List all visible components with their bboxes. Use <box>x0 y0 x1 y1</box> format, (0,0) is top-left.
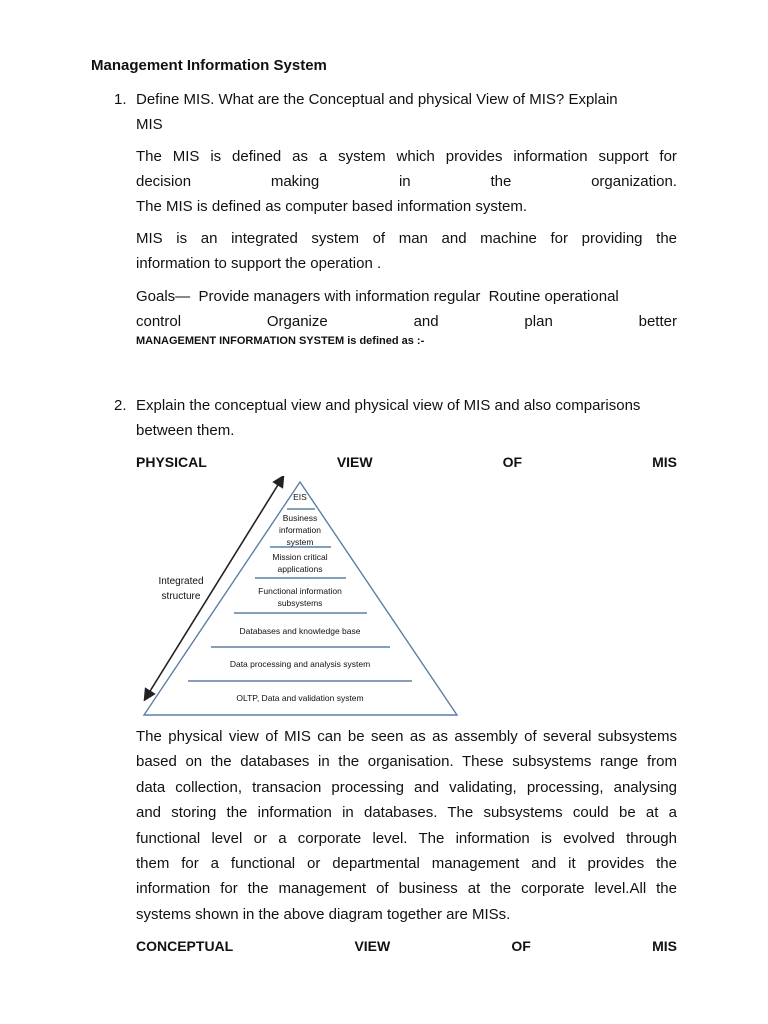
word: for <box>659 148 677 165</box>
word: the <box>490 173 512 190</box>
word: which <box>396 148 435 165</box>
word: plan <box>524 313 553 330</box>
integrated-label-2: structure <box>161 591 201 602</box>
q1-p1-line-2 <box>136 169 677 194</box>
paragraph-line: them for a functional or departmental management and it provides the <box>136 855 677 873</box>
q1-p2-line-2: information to support the operation . <box>136 255 382 272</box>
mis-pyramid-diagram <box>140 476 460 720</box>
level-label-mission-1: Mission critical <box>272 552 328 562</box>
heading-word: OF <box>502 454 523 470</box>
level-label-databases: Databases and knowledge base <box>239 626 361 636</box>
heading-word: VIEW <box>354 938 391 954</box>
heading-word: MIS <box>652 454 677 470</box>
word: in <box>398 173 411 190</box>
paragraph-line: The physical view of MIS can be seen as as assembly of several subsystems <box>136 728 677 745</box>
mis-definition-caption: MANAGEMENT INFORMATION SYSTEM is defined as :- <box>136 335 425 347</box>
q1-p1-line-1 <box>136 144 677 169</box>
level-label-mission-2: applications <box>277 564 323 574</box>
paragraph-line: functional level or a corporate level. The information is evolved through <box>136 829 677 847</box>
word: information <box>513 148 588 165</box>
q1-goals-line-2 <box>136 309 677 334</box>
paragraph-line: information for the management of business at the corporate level.All the <box>136 880 677 898</box>
heading-word: CONCEPTUAL <box>136 938 234 954</box>
word: provides <box>445 148 503 165</box>
level-label-functional-1: Functional information <box>258 586 342 596</box>
paragraph-line: and storing the information in databases. The subsystems could be at a <box>136 804 677 822</box>
word: control <box>136 313 182 330</box>
heading-word: PHYSICAL <box>136 454 207 470</box>
paragraph-line: data collection, transacion processing and validating, processing, analysing <box>136 778 677 796</box>
conceptual-view-heading <box>136 938 677 954</box>
document-title: Management Information System <box>91 57 327 74</box>
level-label-eis: EIS <box>293 492 307 502</box>
physical-view-heading <box>136 454 677 470</box>
word: support <box>598 148 649 165</box>
word: and <box>413 313 439 330</box>
q1-p2-line-1: MIS is an integrated system of man and machine for providing the <box>136 230 677 247</box>
word: is <box>210 148 222 165</box>
word: a <box>318 148 328 165</box>
word: organization. <box>591 173 677 190</box>
word: Organize <box>266 313 328 330</box>
word: as <box>292 148 308 165</box>
word: decision <box>136 173 192 190</box>
level-label-functional-2: subsystems <box>277 598 323 608</box>
level-label-bis-1: Business <box>282 513 318 523</box>
level-label-bis-2: information <box>278 525 322 535</box>
word: making <box>270 173 320 190</box>
word: system <box>338 148 386 165</box>
q2-number: 2. <box>114 397 127 414</box>
heading-word: VIEW <box>336 454 373 470</box>
q1-p1-line-3: The MIS is defined as computer based information system. <box>136 198 528 215</box>
word: better <box>638 313 677 330</box>
level-label-oltp: OLTP, Data and validation system <box>236 693 364 703</box>
q1-goals-line-1: Goals— Provide managers with information regular Routine operational <box>136 288 619 305</box>
level-label-bis-3: system <box>286 537 314 547</box>
level-label-data-processing: Data processing and analysis system <box>229 659 371 669</box>
word: The <box>136 148 162 165</box>
q1-number: 1. <box>114 91 127 108</box>
heading-word: OF <box>511 938 531 954</box>
heading-word: MIS <box>652 938 677 954</box>
word: defined <box>232 148 282 165</box>
integrated-label-1: Integrated <box>158 576 204 587</box>
paragraph-line: systems shown in the above diagram together are MISs. <box>136 905 511 923</box>
q2-question-line-2: between them. <box>136 422 235 439</box>
paragraph-line: based on the databases in the organisation. These subsystems range from <box>136 753 677 771</box>
q2-question-line-1: Explain the conceptual view and physical view of MIS and also comparisons <box>136 397 641 414</box>
word: MIS <box>172 148 200 165</box>
physical-view-paragraph <box>136 724 677 927</box>
q1-question-line-1: Define MIS. What are the Conceptual and physical View of MIS? Explain <box>136 91 618 108</box>
q1-question-line-2: MIS <box>136 116 163 133</box>
